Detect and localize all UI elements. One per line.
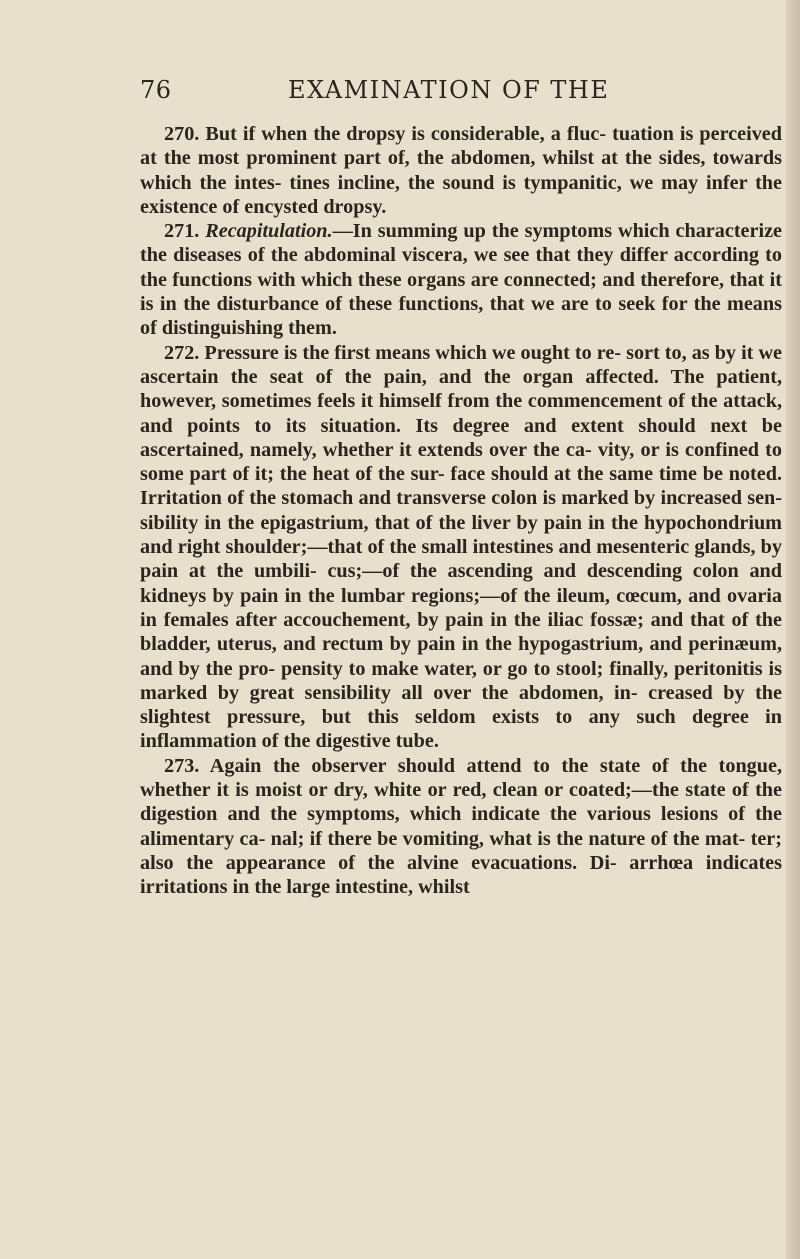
paragraph-272 (140, 341, 782, 754)
paragraph-text: But if when the dropsy is considerable, a fluc- tuation is perceived at the most prominent part of, the abdomen, whilst at the sides, towards which the intes- tines incline, the sound is tympanitic, we may infer the existence of encysted dropsy. (140, 123, 782, 218)
paragraph-271 (140, 219, 782, 340)
paragraph-text: —In summing up the symptoms which characterize the diseases of the abdominal viscera, we see that they differ according to the functions with which these organs are connected; and therefore, that it is in the disturbance of these functions, that we are to seek for the means of distinguishing them. (140, 220, 782, 340)
paragraph-text: Pressure is the first means which we ought to re- sort to, as by it we ascertain the seat of the pain, and the organ affected. The patient, however, sometimes feels it himself from the commencement of the attack, and points to its situation. Its degree and extent should next be ascertained, namely, whether it extends over the ca- vity, or is confined to some part of it; the heat of the sur- face should at the same time be noted. Irritation of the stomach and transverse colon is marked by increased sen- sibility in the epigastrium, that of the liver by pain in the hypochondrium and right shoulder;—that of the small intestines and mesenteric glands, by pain at the umbili- cus;—of the ascending and descending colon and kidneys by pain in the lumbar regions;—of the ileum, cœcum, and ovaria in females after accouchement, by pain in the iliac fossæ; and that of the bladder, uterus, and rectum by pain in the hypogastrium, and perinæum, and by the pro- pensity to make water, or go to stool; finally, peritonitis is marked by great sensibility all over the abdomen, in- creased by the slightest pressure, but this seldom exists to any such degree in inflammation of the digestive tube. (140, 341, 782, 753)
paragraph-text: Again the observer should attend to the state of the tongue, whether it is moist or dry, white or red, clean or coated;—the state of the digestion and the symptoms, which indicate the various lesions of the alimentary ca- nal; if there be vomiting, what is the nature of the mat- ter; also the appearance of the alvine evacuations. Di- arrhœa indicates irritations in the large intestine, whilst (140, 754, 782, 899)
page-header (140, 76, 760, 112)
paragraph-number: 272. (164, 341, 200, 364)
paragraph-270 (140, 122, 782, 219)
paragraph-number: 271. (164, 220, 200, 243)
paragraph-heading: Recapitulation. (205, 220, 333, 243)
page-edge-shadow (786, 0, 800, 1259)
paragraph-273 (140, 754, 782, 900)
paragraph-number: 270. (164, 123, 200, 145)
paragraph-number: 273. (164, 754, 200, 777)
body-text (140, 122, 782, 900)
running-head: EXAMINATION OF THE (288, 76, 610, 104)
page-number: 76 (140, 76, 172, 104)
